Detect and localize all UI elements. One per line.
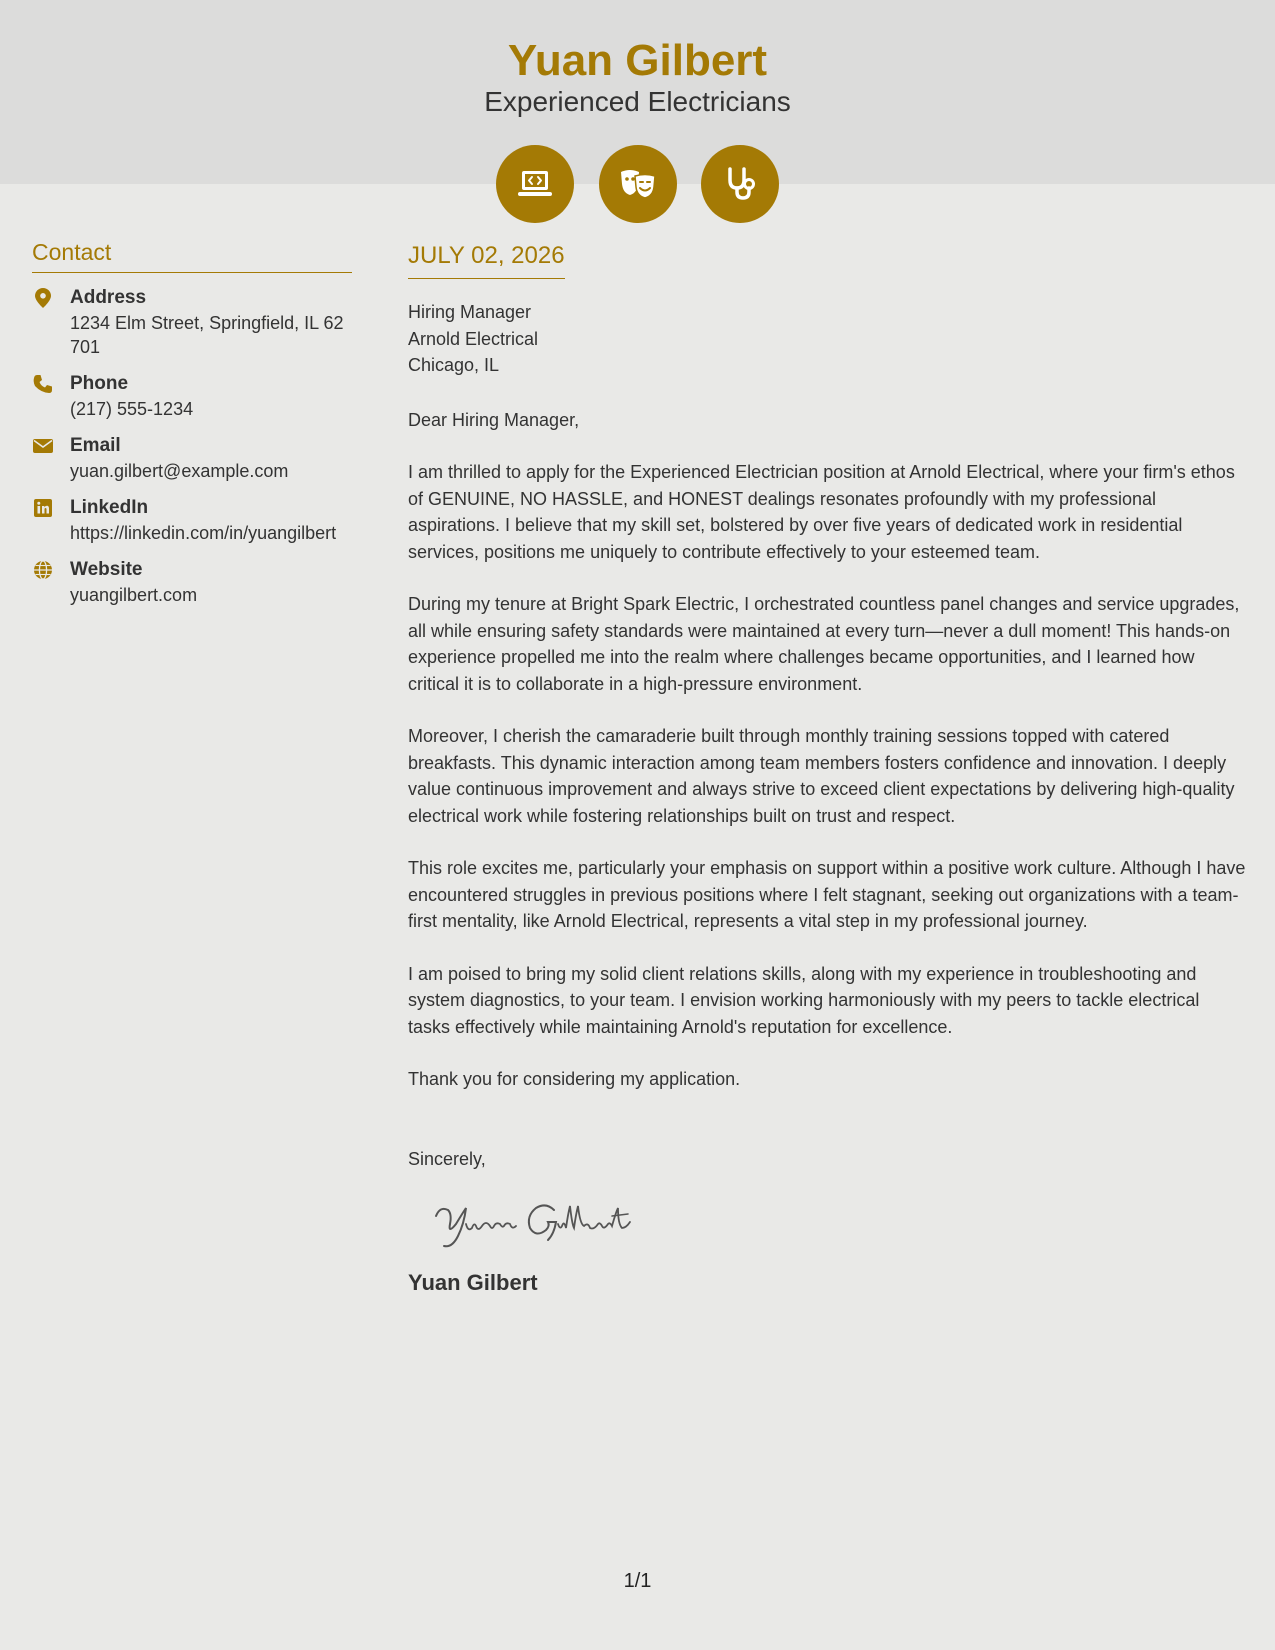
applicant-title: Experienced Electricians: [484, 86, 791, 117]
phone-value: (217) 555-1234: [70, 399, 194, 419]
closing: Sincerely,: [408, 1148, 486, 1169]
handwritten-signature: [432, 1194, 1246, 1254]
theater-masks-icon: [599, 145, 677, 223]
linkedin-icon: [32, 497, 54, 519]
contact-item-phone: [32, 371, 352, 421]
contact-label: Address: [70, 287, 147, 308]
letter-body: [408, 240, 1246, 1298]
website-value: yuangilbert.com: [70, 585, 198, 605]
letter-paragraph: I am thrilled to apply for the Experienced Electrician position at Arnold Electrical, where your firm's ethos of GENUINE, NO HASSLE, and HONEST dealings resonates profoundly with my professional aspirations. I believe that my skill set, bolstered by over five years of dedicated work in residential services, positions me uniquely to contribute effectively to your esteemed team.: [408, 462, 1235, 562]
letter-paragraph: I am poised to bring my solid client relations skills, along with my experience in troubleshooting and system diagnostics, to your team. I envision working harmoniously with my peers to tackle electrical tasks effectively while maintaining Arnold's reputation for excellence.: [408, 963, 1200, 1037]
phone-icon: [32, 373, 54, 395]
contact-label: Email: [70, 435, 121, 456]
contact-list: [32, 285, 352, 607]
letter-paragraph: Thank you for considering my application.: [408, 1069, 741, 1089]
letter-date: JULY 02, 2026: [408, 240, 565, 279]
contact-item-website: [32, 557, 352, 607]
map-marker-icon: [32, 287, 54, 309]
recipient-line: Hiring Manager: [408, 302, 532, 322]
contact-section-title: Contact: [32, 236, 352, 273]
contact-label: Phone: [70, 373, 129, 394]
letter-paragraph: During my tenure at Bright Spark Electric, I orchestrated countless panel changes and service upgrades, all while ensuring safety standards were maintained at every turn—never a dull moment! This hands-on experience propelled me into the realm where challenges became opportunities, and I learned how critical it is to collaborate in a high-pressure environment.: [408, 594, 1240, 694]
sidebar: [32, 236, 352, 619]
envelope-icon: [32, 435, 54, 457]
salutation: Dear Hiring Manager,: [408, 409, 580, 430]
stethoscope-icon: [701, 145, 779, 223]
linkedin-value: https://linkedin.com/in/yuangilbert: [70, 523, 337, 543]
contact-item-address: [32, 285, 352, 359]
recipient-line: Chicago, IL: [408, 355, 500, 375]
signed-name: Yuan Gilbert: [408, 1270, 538, 1295]
address-value: 1234 Elm Street, Springfield, IL 62701: [70, 313, 344, 357]
globe-icon: [32, 559, 54, 581]
page-number: 1/1: [623, 1570, 652, 1592]
applicant-name: Yuan Gilbert: [507, 36, 768, 85]
contact-label: LinkedIn: [70, 497, 149, 518]
recipient-block: [408, 299, 1246, 379]
letter-paragraph: Moreover, I cherish the camaraderie built through monthly training sessions topped with catered breakfasts. This dynamic interaction among team members fosters confidence and innovation. I deeply value continuous improvement and always strive to exceed client expectations by delivering high-quality electrical work while fostering relationships built on trust and respect.: [408, 726, 1235, 826]
header-icon-row: [0, 145, 1275, 223]
contact-item-email: [32, 433, 352, 483]
contact-label: Website: [70, 559, 143, 580]
recipient-line: Arnold Electrical: [408, 328, 539, 349]
laptop-code-icon: [496, 145, 574, 223]
contact-item-linkedin: [32, 495, 352, 545]
email-value: yuan.gilbert@example.com: [70, 461, 289, 481]
letter-paragraph: This role excites me, particularly your emphasis on support within a positive work culture. Although I have encountered struggles in previous positions where I felt stagnant, seeking out organizations with a team-first mentality, like Arnold Electrical, represents a vital step in my professional journey.: [408, 858, 1246, 931]
